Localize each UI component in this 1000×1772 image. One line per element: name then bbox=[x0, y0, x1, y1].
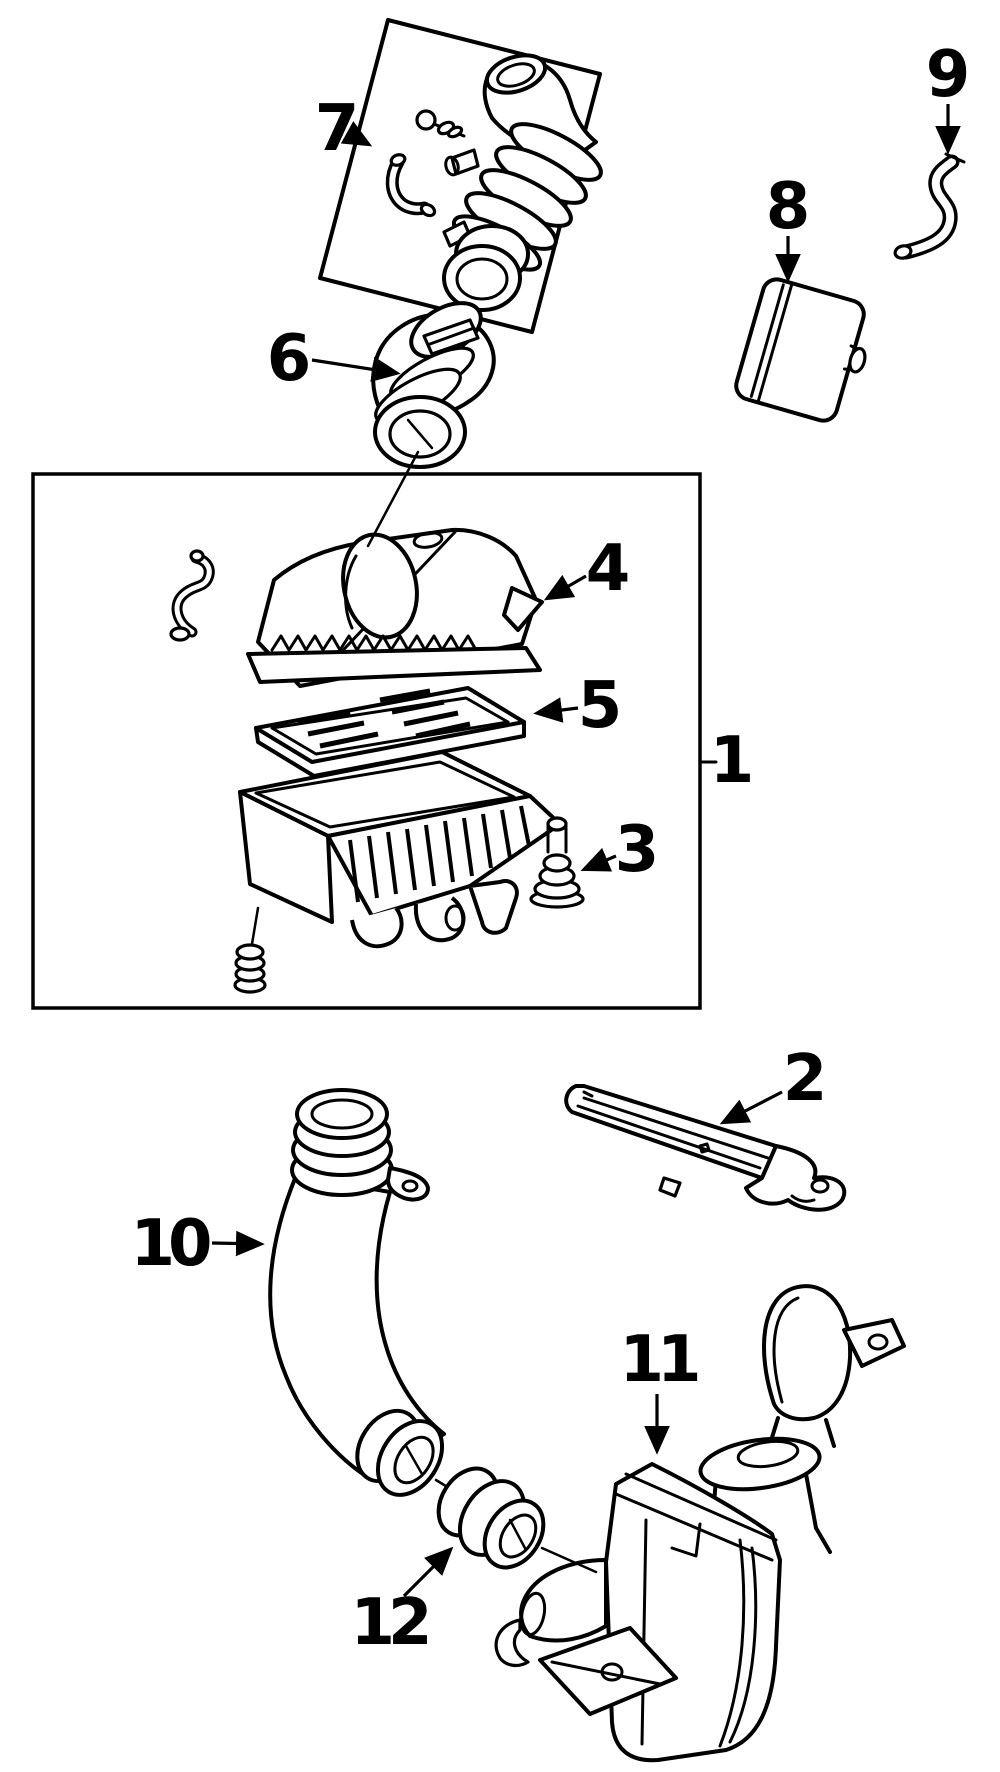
duct-mount-tab bbox=[388, 1168, 428, 1200]
callout-4-label: 4 bbox=[585, 532, 631, 606]
resonator-box bbox=[606, 1464, 780, 1760]
part-7-intake-hose-kit bbox=[320, 20, 608, 332]
part-11-resonator-assembly bbox=[496, 1286, 904, 1760]
callout-3-label: 3 bbox=[614, 813, 660, 887]
part-9-breather-hose bbox=[894, 154, 964, 260]
callout-5-arrow bbox=[538, 708, 578, 713]
callout-12 bbox=[350, 1550, 450, 1660]
horn-bell bbox=[764, 1286, 850, 1419]
part-4-air-cleaner-cover bbox=[248, 528, 542, 686]
part-10-intake-duct bbox=[270, 1090, 455, 1507]
part-8-resonator-box bbox=[733, 276, 880, 427]
callout-7-label: 7 bbox=[314, 92, 360, 166]
housing-foot bbox=[352, 908, 402, 946]
callout-11-label: 11 bbox=[619, 1323, 695, 1397]
part-12-hose-coupler bbox=[427, 1458, 556, 1579]
callout-10 bbox=[130, 1207, 260, 1281]
leader-line-6-to-cover bbox=[368, 452, 418, 546]
housing-bracket bbox=[470, 881, 517, 933]
housing-foot bbox=[416, 898, 463, 940]
air-cleaner-housing bbox=[235, 752, 560, 992]
callout-8 bbox=[766, 170, 811, 278]
callout-5-label: 5 bbox=[577, 669, 623, 743]
callout-12-label: 12 bbox=[350, 1586, 426, 1660]
mount-spring bbox=[235, 908, 265, 992]
part-6-air-flow-meter bbox=[369, 292, 494, 467]
callout-6-label: 6 bbox=[266, 322, 312, 396]
callout-8-label: 8 bbox=[765, 170, 811, 244]
callout-2-arrow bbox=[724, 1092, 782, 1122]
callout-10-label: 10 bbox=[130, 1207, 206, 1281]
cover-rim-band bbox=[248, 648, 540, 682]
callout-9-label: 9 bbox=[925, 38, 971, 112]
callout-3 bbox=[585, 813, 659, 887]
callout-4 bbox=[548, 532, 630, 606]
callout-2-label: 2 bbox=[782, 1042, 828, 1116]
callout-9 bbox=[926, 38, 971, 150]
horn-flange bbox=[697, 1432, 823, 1496]
callout-2 bbox=[724, 1042, 827, 1122]
bracket-tab bbox=[660, 1178, 680, 1196]
hook-clip bbox=[171, 551, 209, 640]
callout-1-label: 1 bbox=[709, 724, 755, 798]
horn-mount-tab bbox=[844, 1320, 904, 1366]
callout-1 bbox=[710, 724, 755, 798]
cover-latch-tab bbox=[504, 588, 542, 630]
callout-11 bbox=[619, 1323, 698, 1450]
callout-4-arrow bbox=[548, 576, 586, 598]
callout-10-arrow bbox=[212, 1243, 260, 1244]
callout-12-arrow bbox=[404, 1550, 450, 1596]
callout-5 bbox=[538, 669, 622, 743]
callout-3-arrow bbox=[585, 856, 616, 869]
